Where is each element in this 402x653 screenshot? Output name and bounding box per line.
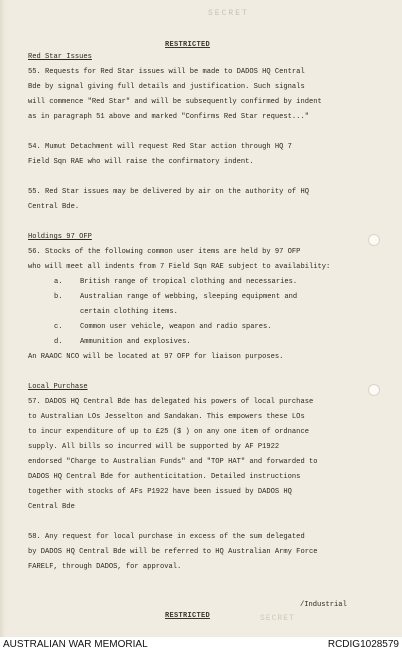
paragraph-line: Field Sqn RAE who will raise the confirmatory indent.	[28, 158, 254, 166]
document-body	[28, 50, 374, 575]
paragraph	[28, 395, 374, 515]
paragraph-line: 54. Mumut Detachment will request Red Star action through HQ 7	[28, 143, 292, 151]
paragraph-line: DADOS HQ Central Bde for authenticitation. Detailed instructions	[28, 473, 301, 481]
list-item-text: Common user vehicle, weapon and radio spares.	[80, 323, 272, 331]
list-item-letter: c.	[54, 323, 63, 331]
list-item-letter: a.	[54, 278, 63, 286]
paragraph-line: Central Bde.	[28, 203, 80, 211]
paragraph-line: to incur expenditure of up to £25 ($ ) on any one item of ordnance	[28, 428, 309, 436]
list-item-continuation: certain clothing items.	[80, 308, 178, 316]
spacer	[28, 215, 374, 230]
list-item	[28, 320, 374, 335]
paragraph-line: 57. DADOS HQ Central Bde has delegated his powers of local purchase	[28, 398, 314, 406]
paragraph-line: An RAAOC NCO will be located at 97 OFP for liaison purposes.	[28, 353, 284, 361]
list-item	[28, 275, 374, 290]
list-item-text: British range of tropical clothing and necessaries.	[80, 278, 298, 286]
paragraph-line: together with stocks of AFs P1922 have been issued by DADOS HQ	[28, 488, 292, 496]
paragraph	[28, 530, 374, 575]
faded-stamp-bottom: SECRET	[260, 614, 295, 623]
paragraph-line: endorsed "Charge to Australian Funds" and "TOP HAT" and forwarded to	[28, 458, 318, 466]
list-item-letter: d.	[54, 338, 63, 346]
paragraph	[28, 65, 374, 125]
paragraph-line: Bde by signal giving full details and justification. Such signals	[28, 83, 305, 91]
list-item	[28, 335, 374, 350]
section-heading: Red Star Issues	[28, 53, 92, 61]
paragraph-line: Central Bde	[28, 503, 75, 511]
paragraph-line: 56. Stocks of the following common user items are held by 97 OFP	[28, 248, 301, 256]
spacer	[28, 515, 374, 530]
spacer	[28, 170, 374, 185]
paragraph	[28, 185, 374, 215]
paragraph-line: supply. All bills so incurred will be supported by AF P1922	[28, 443, 280, 451]
paragraph	[28, 140, 374, 170]
classification-top: RESTRICTED	[165, 41, 211, 49]
page-edge-shadow	[0, 0, 6, 637]
paragraph-line: 58. Any request for local purchase in excess of the sum delegated	[28, 533, 305, 541]
list-item-text: Ammunition and explosives.	[80, 338, 191, 346]
section-heading: Holdings 97 OFP	[28, 233, 92, 241]
list-item	[28, 290, 374, 305]
spacer	[28, 365, 374, 380]
list-item-letter: b.	[54, 293, 63, 301]
section-heading: Local Purchase	[28, 383, 88, 391]
paragraph-line: will commence "Red Star" and will be subsequently confirmed by indent	[28, 98, 322, 106]
paragraph-line: FARELF, through DADOS, for approval.	[28, 563, 182, 571]
list-item-text: Australian range of webbing, sleeping equipment and	[80, 293, 298, 301]
archive-name: AUSTRALIAN WAR MEMORIAL	[3, 639, 148, 650]
item-list	[28, 275, 374, 350]
faded-stamp-top: SECRET	[208, 9, 249, 18]
classification-bottom: RESTRICTED	[165, 612, 211, 620]
paragraph	[28, 245, 374, 275]
archive-footer	[0, 637, 402, 653]
archive-reference: RCDIG1028579	[327, 639, 399, 650]
continuation-catchword: /Industrial	[300, 601, 347, 609]
paragraph-line: to Australian LOs Jesselton and Sandakan. This empowers these LOs	[28, 413, 305, 421]
paragraph-line: by DADOS HQ Central Bde will be referred to HQ Australian Army Force	[28, 548, 318, 556]
paragraph-line: 55. Requests for Red Star issues will be made to DADOS HQ Central	[28, 68, 305, 76]
paragraph-line: 55. Red Star issues may be delivered by air on the authority of HQ	[28, 188, 309, 196]
paragraph-line: as in paragraph 51 above and marked "Confirms Red Star request..."	[28, 113, 309, 121]
paragraph-line: who will meet all indents from 7 Field Sqn RAE subject to availability:	[28, 263, 331, 271]
spacer	[28, 125, 374, 140]
